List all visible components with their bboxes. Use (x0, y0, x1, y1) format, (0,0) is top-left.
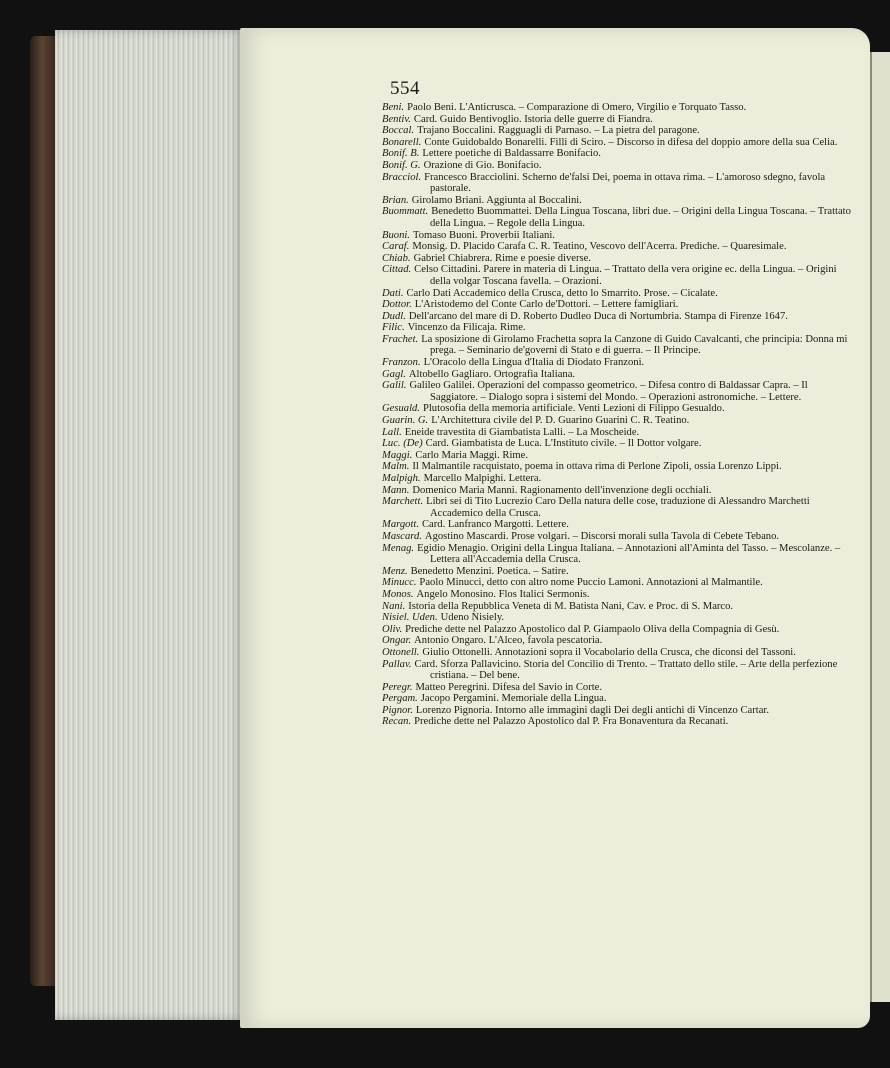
entry-text: Card. Lanfranco Margotti. Lettere. (421, 519, 569, 531)
bibliography-entry (382, 693, 852, 705)
entry-text: Girolamo Briani. Aggiunta al Boccalini. (411, 194, 582, 206)
entry-abbreviation: Bentiv. (382, 113, 411, 125)
bibliography-entry (382, 716, 852, 728)
entry-abbreviation: Pergam. (382, 693, 418, 705)
entry-text: Galileo Galilei. Operazioni del compasso geometrico. – Difesa contro di Baldassar Capra. – Il Saggiatore. – Dialogo sopra i sistemi del Mondo. – Operazioni astronomiche. – Lettere. (409, 380, 808, 403)
bibliography-entry (382, 682, 852, 694)
bibliography-entry (382, 403, 852, 415)
bibliography-entry (382, 461, 852, 473)
entry-text: Prediche dette nel Palazzo Apostolico dal P. Fra Bonaventura da Recanati. (414, 716, 729, 728)
entry-abbreviation: Chiab. (382, 252, 411, 264)
bibliography-entry (382, 427, 852, 439)
entry-abbreviation: Gagl. (382, 368, 406, 380)
bibliography-entry (382, 612, 852, 624)
bibliography-entry (382, 125, 852, 137)
entry-abbreviation: Gesuald. (382, 403, 420, 415)
entry-abbreviation: Bonarell. (382, 136, 422, 148)
entry-text: Vincenzo da Filicaja. Rime. (407, 322, 526, 334)
entry-abbreviation: Malpigh. (382, 473, 421, 484)
facing-page-edge (870, 52, 890, 1002)
bibliography-entry (382, 647, 852, 659)
entry-abbreviation: Nisiel. Uden. (382, 612, 438, 624)
bibliography-entry (382, 206, 852, 229)
entry-abbreviation: Pallav. (382, 658, 412, 670)
entry-abbreviation: Pignor. (382, 704, 413, 716)
entry-text: Domenico Maria Manni. Ragionamento dell'invenzione degli occhiali. (412, 484, 712, 496)
bibliography-entry (382, 311, 852, 323)
bibliography-entry (382, 322, 852, 334)
entry-abbreviation: Dati. (382, 287, 404, 299)
entry-abbreviation: Maggi. (382, 449, 413, 461)
bibliography-entry (382, 253, 852, 265)
entry-text: Jacopo Pergamini. Memoriale della Lingua. (420, 693, 607, 705)
entry-text: Matteo Peregrini. Difesa del Savio in Corte. (415, 681, 603, 693)
bibliography-entry (382, 496, 852, 519)
bibliography-entry (382, 566, 852, 578)
entry-abbreviation: Margott. (382, 519, 419, 531)
bibliography-entry (382, 380, 852, 403)
entry-text: Benedetto Buommattei. Della Lingua Toscana, libri due. – Origini della Lingua Toscana. – Trattato della Lingua. – Regole della Lingua. (430, 206, 851, 229)
bibliography-entry (382, 137, 852, 149)
entry-abbreviation: Mascard. (382, 530, 422, 542)
bibliography-list (382, 102, 852, 728)
entry-abbreviation: Peregr. (382, 681, 413, 693)
entry-text: Card. Guido Bentivoglio. Istoria delle guerre di Fiandra. (413, 113, 653, 125)
entry-text: Eneide travestita di Giambatista Lalli. – La Moscheide. (404, 426, 640, 438)
entry-abbreviation: Mann. (382, 484, 410, 496)
entry-abbreviation: Recan. (382, 716, 412, 728)
bibliography-entry (382, 543, 852, 566)
bibliography-entry (382, 624, 852, 636)
entry-abbreviation: Dudl. (382, 310, 406, 322)
entry-abbreviation: Galil. (382, 380, 407, 392)
entry-text: Antonio Ongaro. L'Alceo, favola pescatoria. (414, 635, 603, 647)
entry-text: L'Oracolo della Lingua d'Italia di Diodato Franzoni. (423, 357, 645, 369)
entry-abbreviation: Buoni. (382, 229, 410, 241)
bibliography-entry (382, 589, 852, 601)
entry-text: Agostino Mascardi. Prose volgari. – Discorsi morali sulla Tavola di Cebete Tebano. (424, 530, 780, 542)
entry-text: Marcello Malpighi. Lettera. (423, 473, 542, 484)
entry-abbreviation: Luc. (De) (382, 438, 423, 450)
bibliography-entry (382, 357, 852, 369)
bibliography-entry (382, 519, 852, 531)
entry-text: Card. Giambatista de Luca. L'Instituto civile. – Il Dottor volgare. (425, 438, 702, 450)
bibliography-entry (382, 334, 852, 357)
bibliography-entry (382, 102, 852, 114)
entry-text: Paolo Minucci, detto con altro nome Puccio Lamoni. Annotazioni al Malmantile. (419, 577, 763, 589)
entry-text: Giulio Ottonelli. Annotazioni sopra il Vocabolario della Crusca, che diconsi del Tassoni. (422, 646, 796, 658)
page-content (382, 78, 852, 728)
bibliography-entry (382, 659, 852, 682)
entry-abbreviation: Ottonell. (382, 646, 420, 658)
entry-text: Celso Cittadini. Parere in materia di Lingua. – Trattato della vera origine ec. della Lingua. – Origini della volgar Toscana favella. – Orazioni. (414, 264, 837, 287)
entry-abbreviation: Guarin. G. (382, 415, 429, 427)
entry-abbreviation: Monos. (382, 588, 414, 600)
entry-text: Francesco Bracciolini. Scherno de'falsi Dei, poema in ottava rima. – L'amoroso sdegno, favola pastorale. (424, 171, 826, 195)
entry-abbreviation: Minucc. (382, 577, 417, 589)
entry-text: Carlo Maria Maggi. Rime. (415, 449, 528, 461)
bibliography-entry (382, 148, 852, 160)
entry-abbreviation: Brian. (382, 194, 409, 206)
entry-text: Trajano Boccalini. Ragguagli di Parnaso. – La pietra del paragone. (417, 125, 700, 137)
bibliography-entry (382, 635, 852, 647)
entry-abbreviation: Buommatt. (382, 206, 429, 218)
entry-abbreviation: Beni. (382, 102, 405, 113)
entry-abbreviation: Nani. (382, 600, 406, 612)
bibliography-entry (382, 473, 852, 485)
bibliography-entry (382, 601, 852, 613)
entry-text: Udeno Nisiely. (440, 612, 505, 624)
bibliography-entry (382, 160, 852, 172)
bibliography-entry (382, 299, 852, 311)
entry-text: Orazione di Gio. Bonifacio. (423, 159, 542, 171)
entry-text: Lettere poetiche di Baldassarre Bonifacio. (422, 148, 601, 160)
bibliography-entry (382, 288, 852, 300)
bibliography-entry (382, 114, 852, 126)
entry-text: Benedetto Menzini. Poetica. – Satire. (410, 565, 569, 577)
entry-text: Libri sei di Tito Lucrezio Caro Della natura delle cose, traduzione di Alessandro Marchetti Accademico della Crusca. (426, 496, 810, 519)
entry-text: La sposizione di Girolamo Frachetta sopra la Canzone di Guido Cavalcanti, che principia: Donna mi prega. – Seminario de'governi di Stato e di guerra. – Il Principe. (421, 333, 848, 357)
bibliography-entry (382, 230, 852, 242)
entry-abbreviation: Franzon. (382, 357, 421, 369)
entry-abbreviation: Dottor. (382, 299, 412, 311)
bibliography-entry (382, 485, 852, 497)
entry-abbreviation: Bonif. B. (382, 148, 420, 160)
bibliography-entry (382, 241, 852, 253)
entry-text: Angelo Monosino. Flos Italici Sermonis. (416, 588, 590, 600)
entry-abbreviation: Menz. (382, 565, 408, 577)
entry-abbreviation: Oliv. (382, 623, 403, 635)
page-number: 554 (390, 78, 420, 99)
entry-abbreviation: Caraf. (382, 241, 410, 253)
entry-text: Lorenzo Pignoria. Intorno alle immagini dagli Dei degli antichi di Vincenzo Cartar. (415, 704, 769, 716)
entry-text: L'Aristodemo del Conte Carlo de'Dottori. – Lettere famigliari. (414, 299, 679, 311)
entry-text: Carlo Dati Accademico della Crusca, detto lo Smarrito. Prose. – Cicalate. (406, 287, 718, 299)
entry-text: Il Malmantile racquistato, poema in ottava rima di Perlone Zipoli, ossia Lorenzo Lippi. (412, 461, 782, 473)
bibliography-entry (382, 438, 852, 450)
bibliography-entry (382, 172, 852, 195)
entry-abbreviation: Bonif. G. (382, 159, 421, 171)
bibliography-entry (382, 195, 852, 207)
entry-text: L'Architettura civile del P. D. Guarino Guarini C. R. Teatino. (431, 415, 690, 427)
entry-text: Paolo Beni. L'Anticruscа. – Comparazione di Omero, Virgilio e Torquato Tasso. (407, 102, 747, 113)
entry-text: Card. Sforza Pallavicino. Storia del Concilio di Trento. – Trattato dello stile. – Arte della perfezione cristiana. – Del bene. (414, 658, 838, 682)
bibliography-entry (382, 531, 852, 543)
entry-abbreviation: Filic. (382, 322, 405, 334)
entry-abbreviation: Marchett. (382, 496, 424, 508)
page-edges (55, 30, 245, 1020)
entry-text: Conte Guidobaldo Bonarelli. Filli di Sciro. – Discorso in difesa del doppio amore della sua Celia. (424, 136, 838, 148)
entry-abbreviation: Ongar. (382, 635, 412, 647)
entry-abbreviation: Bracciol. (382, 171, 422, 183)
entry-text: Plutosofia della memoria artificiale. Venti Lezioni di Filippo Gesualdo. (422, 403, 725, 415)
bibliography-entry (382, 577, 852, 589)
entry-text: Tomaso Buoni. Proverbii Italiani. (412, 229, 555, 241)
bibliography-entry (382, 369, 852, 381)
entry-text: Egidio Menagio. Origini della Lingua Italiana. – Annotazioni all'Aminta del Tasso. – Mescolanze. – Lettera all'Accademia della Crusca. (417, 542, 841, 566)
entry-text: Altobello Gagliaro. Ortografia Italiana. (408, 368, 576, 380)
entry-text: Gabriel Chiabrera. Rime e poesie diverse. (413, 252, 591, 264)
bibliography-entry (382, 450, 852, 462)
entry-text: Monsig. D. Placido Carafa C. R. Teatino, Vescovo dell'Acerra. Prediche. – Quaresimale. (412, 241, 787, 253)
entry-abbreviation: Frachet. (382, 333, 419, 345)
entry-abbreviation: Menag. (382, 542, 415, 554)
bibliography-entry (382, 415, 852, 427)
entry-abbreviation: Lall. (382, 426, 402, 438)
bibliography-entry (382, 264, 852, 287)
entry-text: Istoria della Repubblica Veneta di M. Batista Nani, Cav. e Proc. di S. Marco. (408, 600, 734, 612)
entry-text: Dell'arcano del mare di D. Roberto Dudleo Duca di Nortumbria. Stampa di Firenze 1647. (408, 310, 788, 322)
entry-text: Prediche dette nel Palazzo Apostolico dal P. Giampaolo Oliva della Compagnia di Gesù. (405, 623, 780, 635)
entry-abbreviation: Boccal. (382, 125, 415, 137)
entry-abbreviation: Cittad. (382, 264, 412, 276)
bibliography-entry (382, 705, 852, 717)
entry-abbreviation: Malm. (382, 461, 410, 473)
